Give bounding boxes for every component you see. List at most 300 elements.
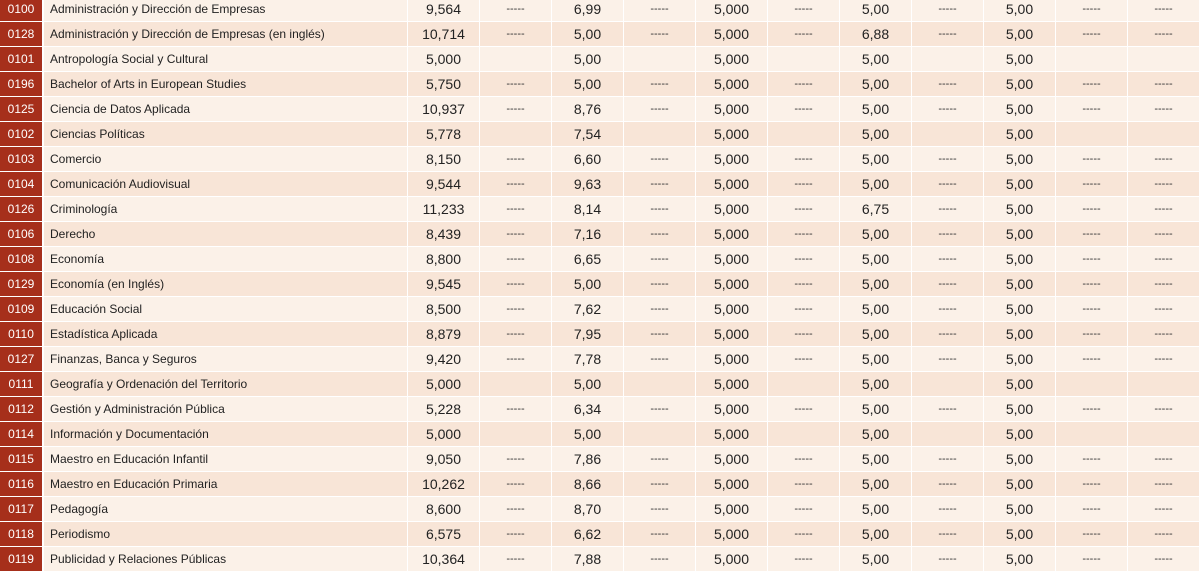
secondary-cutoff-cell [912, 422, 984, 446]
cutoff-value-cell: 7,16 [552, 222, 624, 246]
cutoff-value-cell: 5,000 [408, 47, 480, 71]
secondary-cutoff-cell: ----- [624, 472, 696, 496]
secondary-cutoff-cell [624, 372, 696, 396]
cutoff-value-cell: 8,439 [408, 222, 480, 246]
cutoff-value-cell: 5,00 [840, 347, 912, 371]
cutoff-value-cell: 6,75 [840, 197, 912, 221]
cutoff-value-cell: 6,65 [552, 247, 624, 271]
cutoff-value-cell: 5,00 [984, 97, 1056, 121]
secondary-cutoff-cell [1056, 372, 1128, 396]
cutoff-value-cell: 5,00 [552, 72, 624, 96]
table-row [0, 0, 1200, 22]
degree-name: Ciencias Políticas [44, 122, 408, 146]
table-row [0, 47, 1200, 72]
secondary-cutoff-cell: ----- [480, 397, 552, 421]
cutoff-value-cell: 5,000 [696, 97, 768, 121]
secondary-cutoff-cell: ----- [1128, 297, 1200, 321]
secondary-cutoff-cell: ----- [768, 197, 840, 221]
secondary-cutoff-cell: ----- [912, 247, 984, 271]
secondary-cutoff-cell: ----- [480, 297, 552, 321]
secondary-cutoff-cell: ----- [480, 0, 552, 21]
secondary-cutoff-cell [768, 422, 840, 446]
cutoff-value-cell: 6,575 [408, 522, 480, 546]
secondary-cutoff-cell [480, 372, 552, 396]
secondary-cutoff-cell: ----- [768, 397, 840, 421]
secondary-cutoff-cell [1128, 372, 1200, 396]
degree-code: 0196 [0, 72, 44, 96]
table-row [0, 447, 1200, 472]
cutoff-value-cell: 5,00 [840, 0, 912, 21]
secondary-cutoff-cell: ----- [1128, 497, 1200, 521]
cutoff-value-cell: 8,879 [408, 322, 480, 346]
secondary-cutoff-cell: ----- [1056, 22, 1128, 46]
secondary-cutoff-cell: ----- [912, 347, 984, 371]
secondary-cutoff-cell: ----- [768, 522, 840, 546]
secondary-cutoff-cell [768, 372, 840, 396]
cutoff-value-cell: 8,70 [552, 497, 624, 521]
secondary-cutoff-cell: ----- [1056, 322, 1128, 346]
secondary-cutoff-cell [480, 47, 552, 71]
secondary-cutoff-cell: ----- [624, 497, 696, 521]
secondary-cutoff-cell: ----- [1056, 0, 1128, 21]
degree-name: Administración y Dirección de Empresas [44, 0, 408, 21]
table-row [0, 497, 1200, 522]
table-row [0, 122, 1200, 147]
cutoff-value-cell: 5,00 [984, 47, 1056, 71]
cutoff-value-cell: 5,00 [840, 47, 912, 71]
secondary-cutoff-cell: ----- [1056, 272, 1128, 296]
cutoff-value-cell: 5,00 [984, 72, 1056, 96]
cutoff-value-cell: 8,600 [408, 497, 480, 521]
table-row [0, 297, 1200, 322]
secondary-cutoff-cell: ----- [624, 322, 696, 346]
secondary-cutoff-cell: ----- [1128, 322, 1200, 346]
cutoff-value-cell: 6,99 [552, 0, 624, 21]
secondary-cutoff-cell: ----- [768, 297, 840, 321]
cutoff-value-cell: 5,750 [408, 72, 480, 96]
secondary-cutoff-cell: ----- [912, 522, 984, 546]
table-row [0, 72, 1200, 97]
degree-code: 0125 [0, 97, 44, 121]
secondary-cutoff-cell: ----- [1056, 397, 1128, 421]
degree-name: Derecho [44, 222, 408, 246]
cutoff-value-cell: 5,00 [984, 22, 1056, 46]
secondary-cutoff-cell: ----- [1128, 97, 1200, 121]
secondary-cutoff-cell: ----- [768, 172, 840, 196]
secondary-cutoff-cell: ----- [768, 247, 840, 271]
cutoff-value-cell: 5,000 [696, 447, 768, 471]
degree-code: 0118 [0, 522, 44, 546]
secondary-cutoff-cell: ----- [1056, 447, 1128, 471]
cutoff-value-cell: 5,00 [984, 197, 1056, 221]
degree-name: Bachelor of Arts in European Studies [44, 72, 408, 96]
secondary-cutoff-cell: ----- [768, 347, 840, 371]
cutoff-value-cell: 5,00 [984, 547, 1056, 571]
secondary-cutoff-cell: ----- [624, 172, 696, 196]
secondary-cutoff-cell [912, 122, 984, 146]
secondary-cutoff-cell: ----- [480, 22, 552, 46]
secondary-cutoff-cell: ----- [912, 147, 984, 171]
cutoff-value-cell: 5,000 [696, 122, 768, 146]
cutoff-value-cell: 9,050 [408, 447, 480, 471]
cutoff-value-cell: 5,000 [696, 372, 768, 396]
cutoff-value-cell: 5,000 [696, 22, 768, 46]
secondary-cutoff-cell: ----- [1056, 197, 1128, 221]
secondary-cutoff-cell: ----- [624, 0, 696, 21]
secondary-cutoff-cell: ----- [480, 447, 552, 471]
cutoff-value-cell: 10,714 [408, 22, 480, 46]
secondary-cutoff-cell: ----- [768, 0, 840, 21]
secondary-cutoff-cell: ----- [1128, 222, 1200, 246]
cutoff-value-cell: 5,00 [984, 172, 1056, 196]
cutoff-value-cell: 5,000 [696, 322, 768, 346]
cutoff-value-cell: 5,000 [696, 347, 768, 371]
degree-name: Administración y Dirección de Empresas (en inglés) [44, 22, 408, 46]
cutoff-value-cell: 5,00 [552, 272, 624, 296]
secondary-cutoff-cell: ----- [480, 197, 552, 221]
secondary-cutoff-cell [912, 47, 984, 71]
table-row [0, 472, 1200, 497]
cutoff-value-cell: 5,00 [840, 372, 912, 396]
cutoff-value-cell: 5,00 [840, 247, 912, 271]
degree-name: Comunicación Audiovisual [44, 172, 408, 196]
secondary-cutoff-cell: ----- [1056, 222, 1128, 246]
cutoff-value-cell: 9,544 [408, 172, 480, 196]
cutoff-value-cell: 5,00 [984, 297, 1056, 321]
cutoff-value-cell: 6,34 [552, 397, 624, 421]
secondary-cutoff-cell: ----- [912, 97, 984, 121]
degree-name: Educación Social [44, 297, 408, 321]
secondary-cutoff-cell: ----- [912, 297, 984, 321]
secondary-cutoff-cell: ----- [768, 97, 840, 121]
secondary-cutoff-cell: ----- [480, 322, 552, 346]
cutoff-value-cell: 10,937 [408, 97, 480, 121]
secondary-cutoff-cell: ----- [912, 0, 984, 21]
degree-code: 0129 [0, 272, 44, 296]
table-row [0, 372, 1200, 397]
degree-code: 0103 [0, 147, 44, 171]
secondary-cutoff-cell: ----- [768, 72, 840, 96]
secondary-cutoff-cell: ----- [768, 272, 840, 296]
table-row [0, 547, 1200, 572]
cutoff-value-cell: 5,00 [984, 522, 1056, 546]
cutoff-value-cell: 5,00 [840, 397, 912, 421]
cutoff-value-cell: 10,262 [408, 472, 480, 496]
cutoff-value-cell: 5,778 [408, 122, 480, 146]
cutoff-value-cell: 8,76 [552, 97, 624, 121]
degree-name: Finanzas, Banca y Seguros [44, 347, 408, 371]
cutoff-value-cell: 5,000 [408, 422, 480, 446]
degree-code: 0111 [0, 372, 44, 396]
secondary-cutoff-cell: ----- [768, 447, 840, 471]
degree-name: Información y Documentación [44, 422, 408, 446]
cutoff-value-cell: 5,00 [840, 322, 912, 346]
secondary-cutoff-cell: ----- [480, 147, 552, 171]
cutoff-value-cell: 5,228 [408, 397, 480, 421]
table-row [0, 272, 1200, 297]
secondary-cutoff-cell: ----- [1056, 522, 1128, 546]
secondary-cutoff-cell: ----- [1128, 147, 1200, 171]
secondary-cutoff-cell: ----- [1056, 347, 1128, 371]
degree-code: 0115 [0, 447, 44, 471]
cutoff-value-cell: 5,000 [696, 497, 768, 521]
degree-name: Economía (en Inglés) [44, 272, 408, 296]
cutoff-value-cell: 6,60 [552, 147, 624, 171]
secondary-cutoff-cell: ----- [1128, 197, 1200, 221]
degree-name: Geografía y Ordenación del Territorio [44, 372, 408, 396]
degree-name: Publicidad y Relaciones Públicas [44, 547, 408, 571]
secondary-cutoff-cell [480, 422, 552, 446]
table-row [0, 522, 1200, 547]
cutoff-value-cell: 5,000 [696, 172, 768, 196]
table-row [0, 147, 1200, 172]
table-row [0, 197, 1200, 222]
cutoff-value-cell: 5,000 [696, 297, 768, 321]
secondary-cutoff-cell: ----- [1128, 247, 1200, 271]
secondary-cutoff-cell [768, 47, 840, 71]
degree-code: 0116 [0, 472, 44, 496]
secondary-cutoff-cell: ----- [480, 522, 552, 546]
cutoff-value-cell: 5,00 [840, 72, 912, 96]
degree-code: 0104 [0, 172, 44, 196]
secondary-cutoff-cell [624, 47, 696, 71]
cutoff-value-cell: 5,00 [984, 422, 1056, 446]
cutoff-value-cell: 5,000 [696, 222, 768, 246]
degree-name: Gestión y Administración Pública [44, 397, 408, 421]
secondary-cutoff-cell: ----- [624, 147, 696, 171]
cutoff-value-cell: 5,000 [696, 72, 768, 96]
secondary-cutoff-cell: ----- [480, 72, 552, 96]
secondary-cutoff-cell: ----- [624, 72, 696, 96]
degree-code: 0101 [0, 47, 44, 71]
secondary-cutoff-cell: ----- [1056, 97, 1128, 121]
secondary-cutoff-cell: ----- [624, 197, 696, 221]
cutoff-value-cell: 7,95 [552, 322, 624, 346]
table-row [0, 247, 1200, 272]
secondary-cutoff-cell: ----- [912, 272, 984, 296]
degree-name: Economía [44, 247, 408, 271]
cutoff-value-cell: 6,62 [552, 522, 624, 546]
secondary-cutoff-cell: ----- [624, 522, 696, 546]
degree-name: Estadística Aplicada [44, 322, 408, 346]
secondary-cutoff-cell: ----- [912, 472, 984, 496]
cutoff-value-cell: 5,000 [408, 372, 480, 396]
secondary-cutoff-cell: ----- [912, 72, 984, 96]
cutoff-value-cell: 5,00 [840, 222, 912, 246]
secondary-cutoff-cell: ----- [1056, 497, 1128, 521]
secondary-cutoff-cell: ----- [1128, 447, 1200, 471]
degree-code: 0100 [0, 0, 44, 21]
cutoff-value-cell: 5,000 [696, 147, 768, 171]
degree-code: 0117 [0, 497, 44, 521]
secondary-cutoff-cell: ----- [1128, 272, 1200, 296]
cutoff-value-cell: 5,000 [696, 272, 768, 296]
cutoff-value-cell: 9,63 [552, 172, 624, 196]
secondary-cutoff-cell: ----- [624, 297, 696, 321]
cutoff-value-cell: 5,000 [696, 0, 768, 21]
secondary-cutoff-cell: ----- [1128, 72, 1200, 96]
secondary-cutoff-cell [480, 122, 552, 146]
degree-name: Pedagogía [44, 497, 408, 521]
secondary-cutoff-cell: ----- [1128, 172, 1200, 196]
cutoff-value-cell: 5,00 [840, 547, 912, 571]
secondary-cutoff-cell: ----- [912, 322, 984, 346]
secondary-cutoff-cell: ----- [1056, 297, 1128, 321]
degree-code: 0119 [0, 547, 44, 571]
secondary-cutoff-cell [912, 372, 984, 396]
secondary-cutoff-cell: ----- [1128, 347, 1200, 371]
secondary-cutoff-cell: ----- [912, 547, 984, 571]
degree-code: 0128 [0, 22, 44, 46]
secondary-cutoff-cell: ----- [480, 172, 552, 196]
cutoff-value-cell: 5,00 [984, 447, 1056, 471]
degree-name: Periodismo [44, 522, 408, 546]
degree-name: Antropología Social y Cultural [44, 47, 408, 71]
secondary-cutoff-cell: ----- [1056, 547, 1128, 571]
secondary-cutoff-cell: ----- [768, 22, 840, 46]
cutoff-value-cell: 5,000 [696, 397, 768, 421]
cutoff-value-cell: 5,00 [552, 22, 624, 46]
cutoff-value-cell: 5,00 [840, 297, 912, 321]
secondary-cutoff-cell: ----- [768, 147, 840, 171]
secondary-cutoff-cell: ----- [624, 447, 696, 471]
secondary-cutoff-cell [1056, 47, 1128, 71]
secondary-cutoff-cell: ----- [1128, 547, 1200, 571]
cutoff-value-cell: 5,00 [984, 147, 1056, 171]
table-row [0, 347, 1200, 372]
degree-name: Maestro en Educación Infantil [44, 447, 408, 471]
cutoff-value-cell: 5,00 [552, 47, 624, 71]
table-row [0, 322, 1200, 347]
cutoff-value-cell: 5,00 [840, 522, 912, 546]
secondary-cutoff-cell [1128, 422, 1200, 446]
cutoff-value-cell: 5,000 [696, 422, 768, 446]
degree-code: 0106 [0, 222, 44, 246]
cutoff-value-cell: 5,00 [840, 172, 912, 196]
cutoff-value-cell: 5,00 [840, 97, 912, 121]
secondary-cutoff-cell: ----- [912, 497, 984, 521]
cutoff-value-cell: 5,000 [696, 47, 768, 71]
cutoff-value-cell: 8,500 [408, 297, 480, 321]
degree-code: 0108 [0, 247, 44, 271]
secondary-cutoff-cell: ----- [624, 272, 696, 296]
cutoff-value-cell: 5,000 [696, 247, 768, 271]
secondary-cutoff-cell: ----- [480, 247, 552, 271]
cutoff-value-cell: 9,420 [408, 347, 480, 371]
cutoff-value-cell: 5,00 [552, 372, 624, 396]
secondary-cutoff-cell: ----- [912, 447, 984, 471]
cutoff-value-cell: 5,00 [984, 397, 1056, 421]
cutoff-value-cell: 5,00 [984, 247, 1056, 271]
secondary-cutoff-cell: ----- [912, 222, 984, 246]
secondary-cutoff-cell [1128, 47, 1200, 71]
degree-code: 0110 [0, 322, 44, 346]
secondary-cutoff-cell [1128, 122, 1200, 146]
degree-name: Comercio [44, 147, 408, 171]
secondary-cutoff-cell: ----- [480, 347, 552, 371]
cutoff-value-cell: 6,88 [840, 22, 912, 46]
cutoff-value-cell: 5,000 [696, 547, 768, 571]
cutoff-value-cell: 5,00 [840, 122, 912, 146]
secondary-cutoff-cell: ----- [624, 397, 696, 421]
cutoff-value-cell: 5,00 [840, 497, 912, 521]
secondary-cutoff-cell: ----- [1056, 147, 1128, 171]
secondary-cutoff-cell: ----- [1128, 397, 1200, 421]
secondary-cutoff-cell: ----- [1056, 72, 1128, 96]
secondary-cutoff-cell: ----- [624, 247, 696, 271]
cutoff-value-cell: 5,00 [984, 0, 1056, 21]
secondary-cutoff-cell: ----- [1128, 472, 1200, 496]
cutoff-value-cell: 5,00 [840, 447, 912, 471]
cutoff-value-cell: 5,00 [984, 222, 1056, 246]
cutoff-value-cell: 5,00 [840, 147, 912, 171]
degree-code: 0112 [0, 397, 44, 421]
secondary-cutoff-cell: ----- [480, 222, 552, 246]
cutoff-value-cell: 8,800 [408, 247, 480, 271]
secondary-cutoff-cell: ----- [624, 547, 696, 571]
secondary-cutoff-cell: ----- [624, 347, 696, 371]
secondary-cutoff-cell: ----- [1128, 0, 1200, 21]
secondary-cutoff-cell: ----- [480, 497, 552, 521]
cutoff-value-cell: 11,233 [408, 197, 480, 221]
cutoff-value-cell: 8,150 [408, 147, 480, 171]
table-row [0, 397, 1200, 422]
degree-code: 0109 [0, 297, 44, 321]
secondary-cutoff-cell: ----- [768, 497, 840, 521]
secondary-cutoff-cell: ----- [480, 547, 552, 571]
degree-code: 0127 [0, 347, 44, 371]
secondary-cutoff-cell: ----- [624, 97, 696, 121]
cutoff-value-cell: 5,00 [984, 472, 1056, 496]
cutoff-value-cell: 7,78 [552, 347, 624, 371]
cutoff-value-cell: 5,00 [984, 497, 1056, 521]
secondary-cutoff-cell: ----- [1128, 22, 1200, 46]
secondary-cutoff-cell [768, 122, 840, 146]
secondary-cutoff-cell: ----- [912, 397, 984, 421]
secondary-cutoff-cell: ----- [480, 472, 552, 496]
secondary-cutoff-cell: ----- [912, 172, 984, 196]
secondary-cutoff-cell [1056, 122, 1128, 146]
cutoff-value-cell: 5,00 [552, 422, 624, 446]
table-row [0, 222, 1200, 247]
secondary-cutoff-cell: ----- [480, 272, 552, 296]
cutoff-value-cell: 5,000 [696, 522, 768, 546]
secondary-cutoff-cell [624, 122, 696, 146]
cutoff-value-cell: 9,564 [408, 0, 480, 21]
secondary-cutoff-cell: ----- [1056, 172, 1128, 196]
secondary-cutoff-cell: ----- [912, 22, 984, 46]
secondary-cutoff-cell: ----- [912, 197, 984, 221]
cutoff-value-cell: 5,000 [696, 472, 768, 496]
cutoff-value-cell: 5,000 [696, 197, 768, 221]
table-row [0, 422, 1200, 447]
table-row [0, 97, 1200, 122]
secondary-cutoff-cell: ----- [1128, 522, 1200, 546]
cutoff-value-cell: 5,00 [984, 272, 1056, 296]
cutoff-value-cell: 5,00 [984, 122, 1056, 146]
degree-code: 0102 [0, 122, 44, 146]
cutoff-value-cell: 10,364 [408, 547, 480, 571]
cutoff-value-cell: 5,00 [984, 322, 1056, 346]
cutoff-value-cell: 7,86 [552, 447, 624, 471]
secondary-cutoff-cell: ----- [624, 22, 696, 46]
degree-name: Criminología [44, 197, 408, 221]
secondary-cutoff-cell: ----- [768, 222, 840, 246]
degree-name: Maestro en Educación Primaria [44, 472, 408, 496]
secondary-cutoff-cell: ----- [480, 97, 552, 121]
degree-code: 0114 [0, 422, 44, 446]
cutoff-value-cell: 5,00 [840, 422, 912, 446]
